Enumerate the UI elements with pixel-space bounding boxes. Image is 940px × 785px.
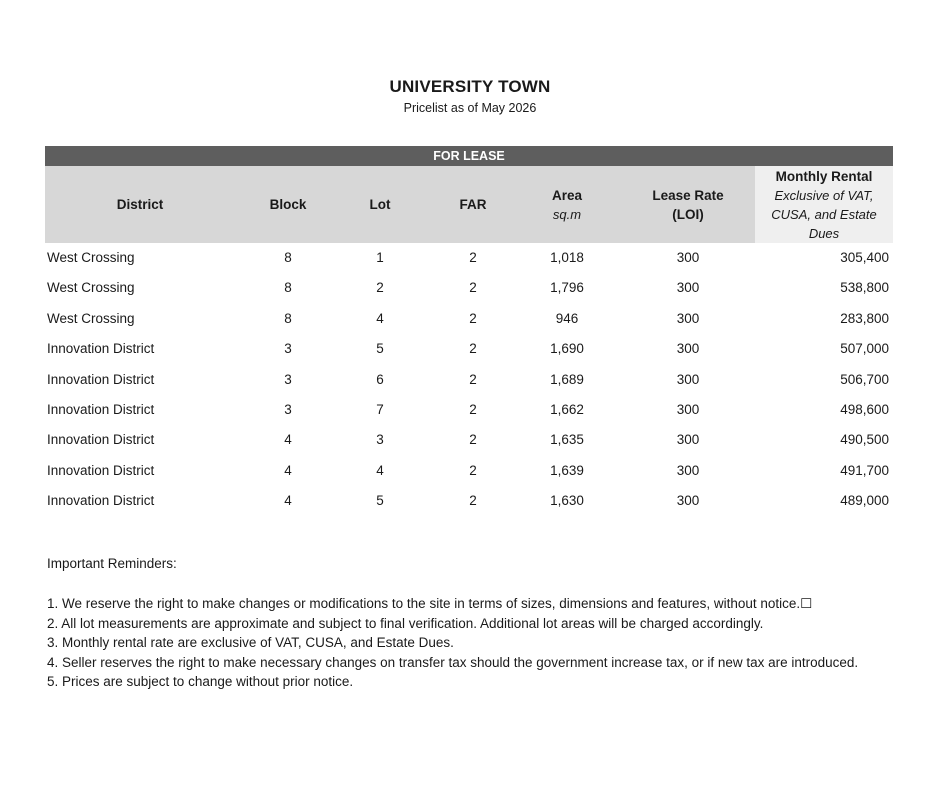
cell-block: 4 (284, 462, 292, 478)
cell-lease-rate: 300 (676, 402, 700, 417)
cell-area: 1,018 (550, 250, 584, 265)
cell-lot: 6 (376, 371, 384, 387)
cell-district: Innovation District (47, 493, 155, 509)
cell-lot: 2 (376, 280, 384, 296)
cell-block: 3 (284, 402, 292, 417)
table-banner: FOR LEASE (45, 146, 893, 166)
cell-area: 1,662 (550, 402, 584, 417)
reminders-list (47, 594, 858, 692)
cell-district: Innovation District (47, 371, 155, 387)
cell-far: 2 (469, 432, 477, 448)
table-row (45, 365, 893, 395)
cell-block: 8 (284, 250, 292, 265)
cell-monthly-rental: 305,400 (840, 250, 889, 265)
cell-district: Innovation District (47, 462, 155, 478)
column-header-block: Block (269, 197, 307, 212)
cell-area: 1,635 (550, 432, 584, 448)
cell-district: Innovation District (47, 432, 155, 448)
cell-lease-rate: 300 (676, 371, 700, 387)
cell-lease-rate: 300 (676, 280, 700, 296)
cell-far: 2 (469, 341, 477, 357)
cell-lease-rate: 300 (676, 341, 700, 357)
cell-block: 3 (284, 341, 292, 357)
cell-area: 1,796 (550, 280, 584, 296)
column-header-monthly-rental: Monthly Rental Exclusive of VAT, CUSA, and Estate Dues (755, 166, 893, 243)
cell-block: 4 (284, 432, 292, 448)
column-header-area: Area sq.m (551, 187, 583, 222)
lease-rate-sub: (LOI) (672, 206, 704, 222)
table-row (45, 395, 893, 425)
table-row (45, 486, 893, 516)
cell-monthly-rental: 498,600 (840, 402, 889, 417)
cell-far: 2 (469, 462, 477, 478)
cell-lot: 4 (376, 310, 384, 326)
table-row (45, 334, 893, 364)
cell-district: West Crossing (47, 280, 135, 296)
reminder-item: 4. Seller reserves the right to make necessary changes on transfer tax should the government increase tax, or if new tax are introduced. (47, 654, 859, 670)
cell-monthly-rental: 507,000 (840, 341, 889, 357)
cell-area: 1,689 (550, 371, 584, 387)
column-header-far: FAR (459, 197, 487, 212)
cell-far: 2 (469, 280, 477, 296)
reminder-item: 2. All lot measurements are approximate and subject to final verification. Additional lot areas will be charged accordingly. (47, 615, 764, 631)
cell-monthly-rental: 490,500 (840, 432, 889, 448)
cell-area: 1,630 (550, 493, 584, 509)
cell-monthly-rental: 491,700 (840, 462, 889, 478)
cell-monthly-rental: 283,800 (840, 310, 889, 326)
cell-area: 946 (555, 310, 579, 326)
cell-lot: 5 (376, 493, 384, 509)
cell-lease-rate: 300 (676, 462, 700, 478)
cell-far: 2 (469, 402, 477, 417)
cell-lease-rate: 300 (676, 432, 700, 448)
cell-lot: 7 (376, 402, 384, 417)
column-header-lot: Lot (369, 197, 391, 212)
cell-far: 2 (469, 371, 477, 387)
cell-lot: 1 (376, 250, 384, 265)
cell-far: 2 (469, 250, 477, 265)
cell-area: 1,690 (550, 341, 584, 357)
cell-lot: 5 (376, 341, 384, 357)
table-row (45, 425, 893, 455)
cell-lease-rate: 300 (676, 250, 700, 265)
table-row (45, 304, 893, 334)
cell-block: 8 (284, 310, 292, 326)
cell-block: 4 (284, 493, 292, 509)
table-row (45, 273, 893, 303)
cell-monthly-rental: 489,000 (840, 493, 889, 509)
cell-far: 2 (469, 310, 477, 326)
reminders-title: Important Reminders: (47, 556, 177, 571)
cell-lease-rate: 300 (676, 493, 700, 509)
cell-monthly-rental: 506,700 (840, 371, 889, 387)
cell-district: West Crossing (47, 310, 135, 326)
table-row (45, 456, 893, 486)
cell-lot: 3 (376, 432, 384, 448)
reminder-item: 3. Monthly rental rate are exclusive of VAT, CUSA, and Estate Dues. (47, 635, 454, 651)
cell-district: West Crossing (47, 250, 135, 265)
page-title: UNIVERSITY TOWN (389, 77, 551, 96)
cell-lot: 4 (376, 462, 384, 478)
cell-district: Innovation District (47, 402, 155, 417)
cell-monthly-rental: 538,800 (840, 280, 889, 296)
column-header-lease-rate: Lease Rate (LOI) (652, 187, 724, 222)
column-header-district: District (116, 197, 164, 212)
cell-district: Innovation District (47, 341, 155, 357)
page-subtitle: Pricelist as of May 2026 (403, 101, 537, 115)
cell-lease-rate: 300 (676, 310, 700, 326)
table-row (45, 243, 893, 273)
reminder-item: 5. Prices are subject to change without prior notice. (47, 674, 354, 690)
table-header (45, 166, 893, 243)
cell-block: 8 (284, 280, 292, 296)
area-unit: sq.m (552, 206, 582, 222)
cell-area: 1,639 (550, 462, 584, 478)
cell-block: 3 (284, 371, 292, 387)
reminder-item: 1. We reserve the right to make changes or modifications to the site in terms of sizes, dimensions and features, without notice.☐ (47, 596, 813, 611)
cell-far: 2 (469, 493, 477, 509)
